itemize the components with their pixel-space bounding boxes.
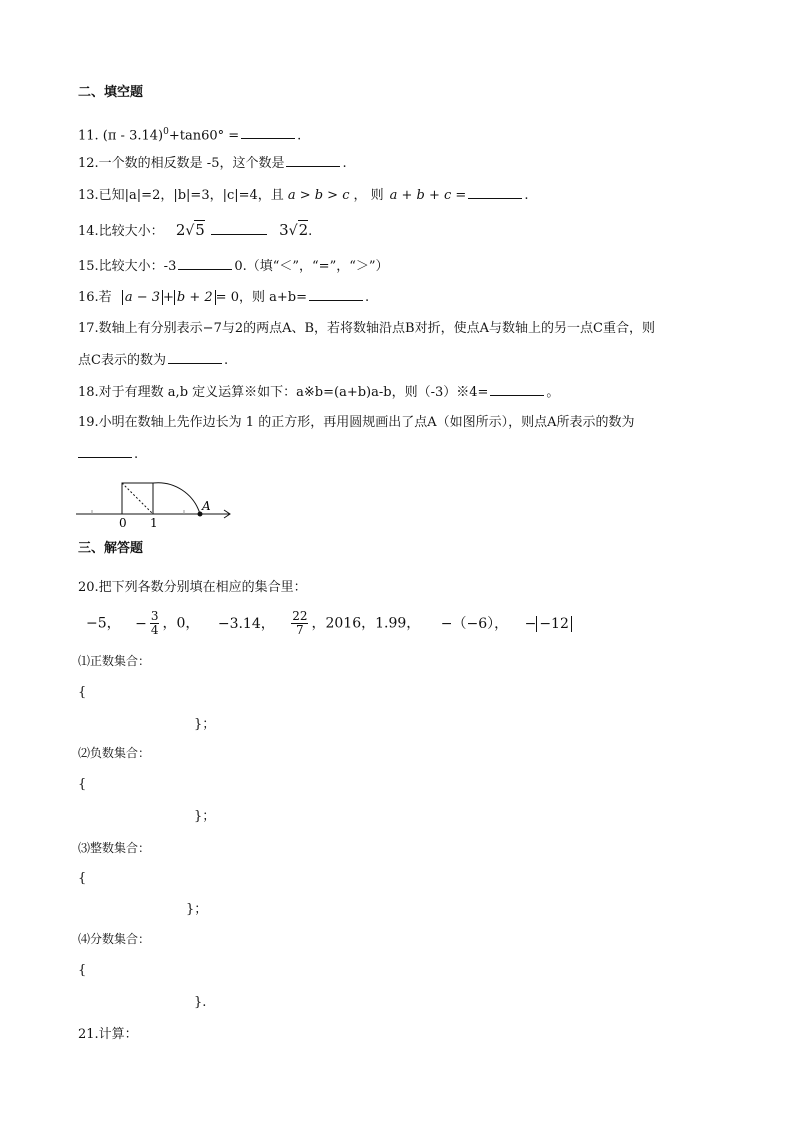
answer-blank[interactable] xyxy=(168,351,222,364)
question-17-line1: 17.数轴上有分别表示−7与2的两点A、B，若将数轴沿点B对折，使点A与数轴上的另一点C重合，则 xyxy=(78,321,655,336)
question-18: 18.对于有理数 a,b 定义运算※如下：a※b=(a+b)a-b，则（-3）※4= 。 xyxy=(78,385,560,400)
question-20-numbers: −5， − $\frac{3}{4}$ ，0， −3.14， $\frac{22}{7}$ ，2016，1.99， −（−6）， − −12 xyxy=(86,610,572,637)
square-diagonal xyxy=(122,483,153,514)
section-title-answer: 三、解答题 xyxy=(78,541,144,556)
number-line-figure xyxy=(70,470,240,530)
question-16: 16.若 a − 3 + b + 2 = 0，则 a+b= . xyxy=(78,290,370,305)
label-a: A xyxy=(202,499,211,513)
question-11: 11. (π - 3.14)$^0$+tan60° = . xyxy=(78,127,302,144)
set-label-integer: ⑶整数集合： xyxy=(78,841,151,855)
label-zero: 0 xyxy=(119,516,127,530)
set-close-brace: }； xyxy=(186,902,208,917)
question-12: 12.一个数的相反数是 -5，这个数是 . xyxy=(78,156,347,171)
set-label-negative: ⑵负数集合： xyxy=(78,746,151,760)
set-label-positive: ⑴正数集合： xyxy=(78,654,151,668)
answer-blank[interactable] xyxy=(178,257,232,270)
answer-blank[interactable] xyxy=(286,154,340,167)
question-14: 14.比较大小： 2√5 3√2. xyxy=(78,221,313,239)
question-15: 15.比较大小：-3 0.（填“＜”，“=”，“＞”） xyxy=(78,259,389,274)
question-13: 13.已知|a|=2，|b|=3，|c|=4，且 a > b > c ， 则 a + b + c = . xyxy=(78,188,529,203)
set-open-brace: { xyxy=(78,871,87,886)
label-one: 1 xyxy=(150,516,158,530)
question-19-line1: 19.小明在数轴上先作边长为 1 的正方形，再用圆规画出了点A（如图所示），则点A所表示的数为 xyxy=(78,415,635,430)
question-19-line2: . xyxy=(78,445,138,464)
set-close-brace: }； xyxy=(194,809,216,824)
set-open-brace: { xyxy=(78,685,87,700)
set-close-brace: }. xyxy=(194,995,207,1010)
set-label-fraction: ⑷分数集合： xyxy=(78,932,151,946)
question-17-line2: 点C表示的数为 . xyxy=(78,353,229,368)
set-open-brace: { xyxy=(78,963,87,978)
answer-blank[interactable] xyxy=(309,288,363,301)
set-open-brace: { xyxy=(78,777,87,792)
question-21-title: 21.计算： xyxy=(78,1027,138,1042)
set-close-brace: }； xyxy=(194,717,216,732)
question-20-title: 20.把下列各数分别填在相应的集合里： xyxy=(78,580,307,595)
answer-blank[interactable] xyxy=(490,383,544,396)
answer-blank[interactable] xyxy=(241,126,295,139)
answer-blank[interactable] xyxy=(468,186,522,199)
answer-blank[interactable] xyxy=(211,222,267,235)
answer-blank[interactable] xyxy=(78,445,132,458)
section-title-fill-in: 二、填空题 xyxy=(78,85,144,100)
compass-arc xyxy=(153,483,200,514)
